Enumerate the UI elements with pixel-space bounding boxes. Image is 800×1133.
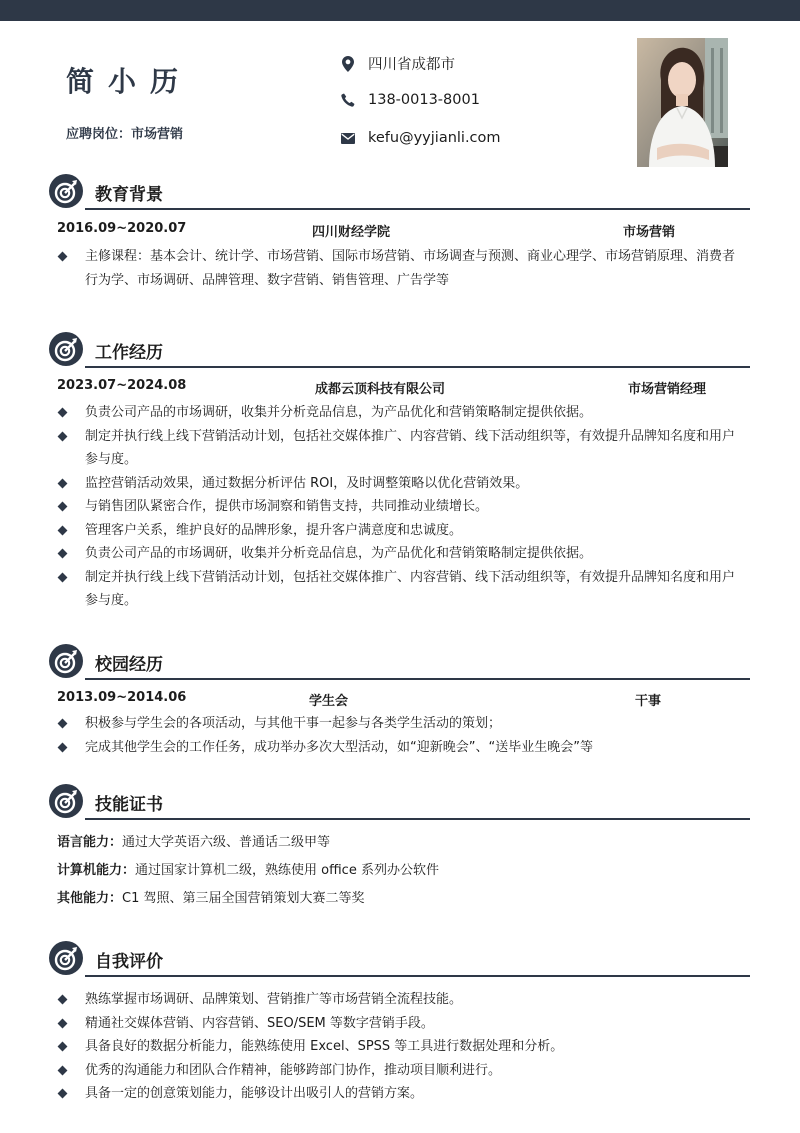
entry-school: 四川财经学院 <box>312 225 391 240</box>
target-icon <box>49 644 83 678</box>
contact-phone <box>341 91 480 109</box>
entry-company: 成都云顶科技有限公司 <box>315 382 446 397</box>
list-item: 熟练掌握市场调研、品牌策划、营销推广等市场营销全流程技能。 <box>57 988 747 1012</box>
entry-role: 干事 <box>635 694 662 709</box>
phone-text[interactable]: 138-0013-8001 <box>368 92 480 108</box>
diamond-bullet-icon <box>58 1042 68 1052</box>
diamond-bullet-icon <box>58 408 68 418</box>
applied-position <box>66 123 183 142</box>
work-entry <box>57 378 747 398</box>
diamond-bullet-icon <box>58 1018 68 1028</box>
campus-entry <box>57 690 747 710</box>
list-item: 精通社交媒体营销、内容营销、SEO/SEM 等数字营销手段。 <box>57 1012 747 1036</box>
entry-period: 2016.09~2020.07 <box>57 221 187 236</box>
self-evaluation-list <box>57 988 747 1106</box>
skill-row <box>57 833 330 853</box>
list-item: 制定并执行线上线下营销活动计划，包括社交媒体推广、内容营销、线下活动组织等，有效提升品牌知名度和用户参与度。 <box>57 425 747 472</box>
diamond-bullet-icon <box>58 431 68 441</box>
map-pin-icon <box>341 55 355 73</box>
section-divider <box>85 678 750 680</box>
list-item: 主修课程：基本会计、统计学、市场营销、国际市场营销、市场调查与预测、商业心理学、市场营销原理、消费者行为学、市场调研、品牌管理、数字营销、销售管理、广告学等 <box>57 245 747 292</box>
skill-label: 其他能力： <box>57 891 123 906</box>
list-item: 负责公司产品的市场调研，收集并分析竞品信息，为产品优化和营销策略制定提供依据。 <box>57 401 747 425</box>
phone-icon <box>341 91 355 109</box>
campus-list <box>57 712 747 759</box>
location-text: 四川省成都市 <box>368 57 455 73</box>
contact-location <box>341 53 455 74</box>
diamond-bullet-icon <box>58 742 68 752</box>
entry-org: 学生会 <box>309 694 349 709</box>
position-label: 应聘岗位： <box>66 127 132 142</box>
list-item: 负责公司产品的市场调研，收集并分析竞品信息，为产品优化和营销策略制定提供依据。 <box>57 542 747 566</box>
skill-label: 语言能力： <box>57 835 123 850</box>
target-icon <box>49 941 83 975</box>
section-title: 技能证书 <box>95 795 163 815</box>
position-value: 市场营销 <box>131 127 184 142</box>
list-item: 具备良好的数据分析能力，能熟练使用 Excel、SPSS 等工具进行数据处理和分析。 <box>57 1035 747 1059</box>
list-item: 积极参与学生会的各项活动，与其他干事一起参与各类学生活动的策划； <box>57 712 747 736</box>
diamond-bullet-icon <box>58 478 68 488</box>
entry-period: 2013.09~2014.06 <box>57 690 187 705</box>
list-item: 监控营销活动效果，通过数据分析评估 ROI，及时调整策略以优化营销效果。 <box>57 472 747 496</box>
target-icon <box>49 174 83 208</box>
diamond-bullet-icon <box>58 1065 68 1075</box>
section-campus <box>49 644 750 680</box>
diamond-bullet-icon <box>58 572 68 582</box>
education-list <box>57 245 747 292</box>
section-divider <box>85 208 750 210</box>
profile-photo <box>637 38 728 167</box>
list-item: 优秀的沟通能力和团队合作精神，能够跨部门协作，推动项目顺利进行。 <box>57 1059 747 1083</box>
contact-email <box>341 129 501 147</box>
section-self-evaluation <box>49 941 750 977</box>
entry-role: 市场营销经理 <box>628 382 707 397</box>
work-list <box>57 401 747 613</box>
diamond-bullet-icon <box>58 995 68 1005</box>
skill-value: 通过大学英语六级、普通话二级甲等 <box>122 835 331 850</box>
diamond-bullet-icon <box>58 549 68 559</box>
section-title: 教育背景 <box>95 185 163 205</box>
target-icon <box>49 784 83 818</box>
list-item: 制定并执行线上线下营销活动计划，包括社交媒体推广、内容营销、线下活动组织等，有效提升品牌知名度和用户参与度。 <box>57 566 747 613</box>
section-divider <box>85 366 750 368</box>
skill-row <box>57 861 439 881</box>
diamond-bullet-icon <box>58 1089 68 1099</box>
education-entry <box>57 221 747 241</box>
section-divider <box>85 818 750 820</box>
target-icon <box>49 332 83 366</box>
section-title: 工作经历 <box>95 343 163 363</box>
section-divider <box>85 975 750 977</box>
entry-period: 2023.07~2024.08 <box>57 378 187 393</box>
list-item: 完成其他学生会的工作任务，成功举办多次大型活动，如“迎新晚会”、“送毕业生晚会”等 <box>57 736 747 760</box>
entry-major: 市场营销 <box>623 225 676 240</box>
skill-row <box>57 889 365 909</box>
list-item: 管理客户关系，维护良好的品牌形象，提升客户满意度和忠诚度。 <box>57 519 747 543</box>
skill-value: 通过国家计算机二级，熟练使用 office 系列办公软件 <box>135 863 439 878</box>
section-work <box>49 332 750 368</box>
diamond-bullet-icon <box>58 525 68 535</box>
list-item: 具备一定的创意策划能力，能够设计出吸引人的营销方案。 <box>57 1082 747 1106</box>
email-text[interactable]: kefu@yyjianli.com <box>368 130 501 146</box>
list-item: 与销售团队紧密合作，提供市场洞察和销售支持，共同推动业绩增长。 <box>57 495 747 519</box>
skill-value: C1 驾照、第三届全国营销策划大赛二等奖 <box>122 891 365 906</box>
section-title: 校园经历 <box>95 655 163 675</box>
candidate-name: 简小历 <box>66 65 193 98</box>
diamond-bullet-icon <box>58 719 68 729</box>
diamond-bullet-icon <box>58 502 68 512</box>
section-education <box>49 174 750 210</box>
skill-label: 计算机能力： <box>57 863 136 878</box>
section-title: 自我评价 <box>95 952 163 972</box>
top-accent-bar <box>0 0 800 21</box>
diamond-bullet-icon <box>58 252 68 262</box>
mail-icon <box>341 129 355 147</box>
section-skills <box>49 784 750 820</box>
